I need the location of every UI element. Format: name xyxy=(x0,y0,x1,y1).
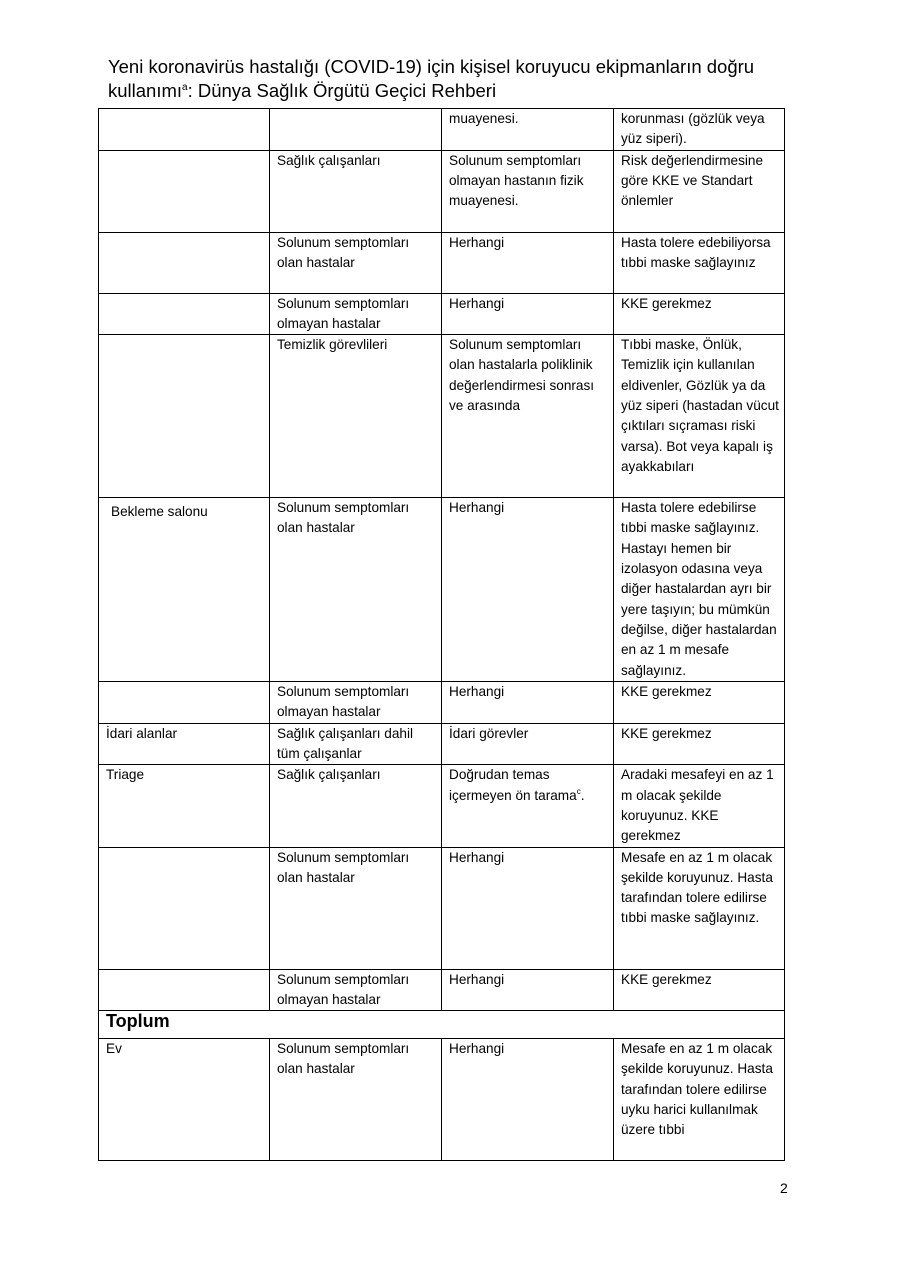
cell-setting xyxy=(99,847,270,969)
cell-ppe: Hasta tolere edebiliyorsa tıbbi maske sağlayınız xyxy=(614,232,785,293)
title-footnote-mark: a xyxy=(182,82,188,93)
cell-setting xyxy=(99,150,270,232)
table-row xyxy=(99,847,785,969)
cell-activity-text: Doğrudan temas içermeyen ön tarama xyxy=(449,767,577,803)
title-line-2 xyxy=(108,79,808,103)
cell-ppe: KKE gerekmez xyxy=(614,293,785,335)
cell-personnel: Solunum semptomları olmayan hastalar xyxy=(270,682,442,724)
cell-setting: İdari alanlar xyxy=(99,723,270,765)
page-title xyxy=(108,55,808,103)
cell-setting xyxy=(99,109,270,151)
cell-activity: Herhangi xyxy=(442,969,614,1011)
footnote-mark: c xyxy=(576,786,581,796)
cell-personnel: Sağlık çalışanları dahil tüm çalışanlar xyxy=(270,723,442,765)
table-row xyxy=(99,150,785,232)
cell-setting: Triage xyxy=(99,765,270,847)
table-row xyxy=(99,293,785,335)
cell-activity: Solunum semptomları olmayan hastanın fizik muayenesi. xyxy=(442,150,614,232)
table-row xyxy=(99,969,785,1011)
cell-activity: Herhangi xyxy=(442,1039,614,1161)
cell-ppe: KKE gerekmez xyxy=(614,969,785,1011)
title-line-2-end: : Dünya Sağlık Örgütü Geçici Rehberi xyxy=(187,80,497,101)
table-row xyxy=(99,232,785,293)
cell-setting xyxy=(99,232,270,293)
cell-ppe: KKE gerekmez xyxy=(614,723,785,765)
title-line-2-start: kullanımı xyxy=(108,80,183,101)
cell-personnel: Temizlik görevlileri xyxy=(270,335,442,498)
cell-ppe: Aradaki mesafeyi en az 1 m olacak şekilde koruyunuz. KKE gerekmez xyxy=(614,765,785,847)
cell-activity: Solunum semptomları olan hastalarla poliklinik değerlendirmesi sonrası ve arasında xyxy=(442,335,614,498)
cell-activity: Herhangi xyxy=(442,682,614,724)
cell-personnel: Solunum semptomları olmayan hastalar xyxy=(270,969,442,1011)
cell-ppe: Risk değerlendirmesine göre KKE ve Standart önlemler xyxy=(614,150,785,232)
cell-activity: Herhangi xyxy=(442,293,614,335)
table-row xyxy=(99,765,785,847)
table-row xyxy=(99,1039,785,1161)
cell-personnel: Solunum semptomları olan hastalar xyxy=(270,232,442,293)
table-row xyxy=(99,682,785,724)
cell-personnel: Solunum semptomları olan hastalar xyxy=(270,1039,442,1161)
page-number: 2 xyxy=(780,1180,788,1196)
cell-personnel: Sağlık çalışanları xyxy=(270,150,442,232)
cell-ppe: Mesafe en az 1 m olacak şekilde koruyunuz. Hasta tarafından tolere edilirse tıbbi maske sağlayınız. xyxy=(614,847,785,969)
cell-setting xyxy=(99,335,270,498)
cell-setting xyxy=(99,293,270,335)
title-line-1: Yeni koronavirüs hastalığı (COVID-19) için kişisel koruyucu ekipmanların doğru xyxy=(108,56,755,77)
cell-setting xyxy=(99,682,270,724)
ppe-table xyxy=(98,108,785,1161)
cell-ppe: Hasta tolere edebilirse tıbbi maske sağlayınız. Hastayı hemen bir izolasyon odasına veya diğer hastalardan ayrı bir yere taşıyın; bu mümkün değilse, diğer hastalardan en az 1 m mesafe sağlayınız. xyxy=(614,498,785,682)
cell-activity xyxy=(442,765,614,847)
cell-personnel: Sağlık çalışanları xyxy=(270,765,442,847)
cell-activity: Herhangi xyxy=(442,847,614,969)
cell-setting: Ev xyxy=(99,1039,270,1161)
cell-personnel xyxy=(270,109,442,151)
cell-activity: Herhangi xyxy=(442,498,614,682)
cell-personnel: Solunum semptomları olmayan hastalar xyxy=(270,293,442,335)
cell-ppe: KKE gerekmez xyxy=(614,682,785,724)
table-row xyxy=(99,498,785,682)
cell-ppe: korunması (gözlük veya yüz siperi). xyxy=(614,109,785,151)
table-row xyxy=(99,723,785,765)
cell-activity: İdari görevler xyxy=(442,723,614,765)
cell-ppe: Mesafe en az 1 m olacak şekilde koruyunuz. Hasta tarafından tolere edilirse uyku harici kullanılmak üzere tıbbi xyxy=(614,1039,785,1161)
cell-activity: muayenesi. xyxy=(442,109,614,151)
table-row xyxy=(99,335,785,498)
section-row xyxy=(99,1011,785,1039)
cell-activity: Herhangi xyxy=(442,232,614,293)
table-row xyxy=(99,109,785,151)
cell-personnel: Solunum semptomları olan hastalar xyxy=(270,847,442,969)
cell-setting xyxy=(99,969,270,1011)
cell-setting: Bekleme salonu xyxy=(99,498,270,682)
cell-personnel: Solunum semptomları olan hastalar xyxy=(270,498,442,682)
cell-activity-period: . xyxy=(580,787,585,803)
section-heading-toplum: Toplum xyxy=(99,1011,785,1039)
cell-ppe: Tıbbi maske, Önlük, Temizlik için kullanılan eldivenler, Gözlük ya da yüz siperi (hastadan vücut çıktıları sıçraması riski varsa). Bot veya kapalı iş ayakkabıları xyxy=(614,335,785,498)
